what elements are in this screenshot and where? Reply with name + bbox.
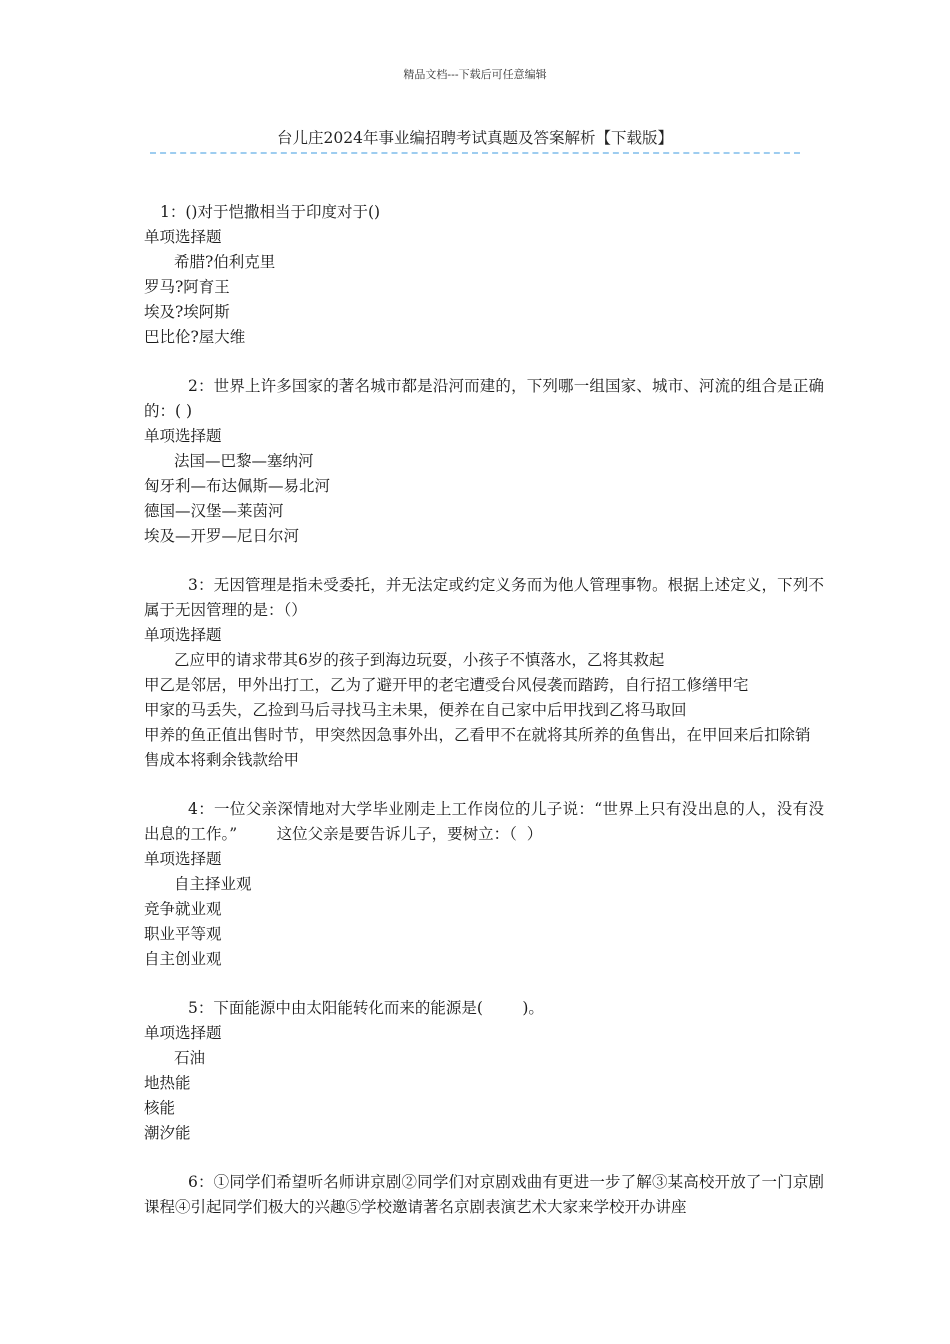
question-5 [144,996,824,1146]
option-d: 自主创业观 [144,950,222,968]
question-stem: 1：()对于恺撒相当于印度对于() [160,203,381,221]
option-c: 甲家的马丢失，乙捡到马后寻找马主未果，便养在自己家中后甲找到乙将马取回 [144,701,687,719]
option-a: 乙应甲的请求带其6岁的孩子到海边玩耍，小孩子不慎落水，乙将其救起 [174,651,665,669]
question-type: 单项选择题 [144,427,222,445]
question-stem: 2：世界上许多国家的著名城市都是沿河而建的，下列哪一组国家、城市、河流的组合是正确的：( ) [144,377,824,420]
option-c: 职业平等观 [144,925,222,943]
document-title: 台儿庄2024年事业编招聘考试真题及答案解析【下载版】 [277,129,673,147]
title-divider [150,152,800,154]
question-1 [144,200,824,350]
option-b: 匈牙利—布达佩斯—易北河 [144,477,331,495]
option-a: 石油 [174,1049,206,1067]
question-3 [144,573,824,773]
option-a: 法国—巴黎—塞纳河 [174,452,314,470]
question-6 [144,1170,824,1220]
question-stem: 5：下面能源中由太阳能转化而来的能源是( )。 [188,999,544,1017]
header-note: 精品文档---下载后可任意编辑 [403,68,547,81]
option-d: 甲养的鱼正值出售时节，甲突然因急事外出，乙看甲不在就将其所养的鱼售出，在甲回来后扣除销售成本将剩余钱款给甲 [144,726,811,769]
question-stem: 6：①同学们希望听名师讲京剧②同学们对京剧戏曲有更进一步了解③某高校开放了一门京剧课程④引起同学们极大的兴趣⑤学校邀请著名京剧表演艺术大家来学校开办讲座 [144,1173,824,1216]
option-d: 埃及—开罗—尼日尔河 [144,527,300,545]
option-b: 罗马?阿育王 [144,278,230,296]
option-c: 核能 [144,1099,176,1117]
option-a: 希腊?伯利克里 [174,253,276,271]
option-b: 地热能 [144,1074,191,1092]
question-type: 单项选择题 [144,1024,222,1042]
question-4 [144,797,824,972]
question-stem: 4：一位父亲深情地对大学毕业刚走上工作岗位的儿子说：“世界上只有没出息的人，没有没出息的工作。” 这位父亲是要告诉儿子，要树立：（ ） [144,800,824,843]
question-list [144,200,824,1244]
option-d: 巴比伦?屋大维 [144,328,246,346]
option-b: 竞争就业观 [144,900,222,918]
option-d: 潮汐能 [144,1124,191,1142]
question-type: 单项选择题 [144,850,222,868]
question-type: 单项选择题 [144,626,222,644]
question-2 [144,374,824,549]
option-c: 德国—汉堡—莱茵河 [144,502,284,520]
option-b: 甲乙是邻居，甲外出打工，乙为了避开甲的老宅遭受台风侵袭而踏跨，自行招工修缮甲宅 [144,676,749,694]
question-type: 单项选择题 [144,228,222,246]
option-c: 埃及?埃阿斯 [144,303,230,321]
option-a: 自主择业观 [174,875,252,893]
question-stem: 3：无因管理是指未受委托，并无法定或约定义务而为他人管理事物。根据上述定义，下列不属于无因管理的是：（） [144,576,824,619]
